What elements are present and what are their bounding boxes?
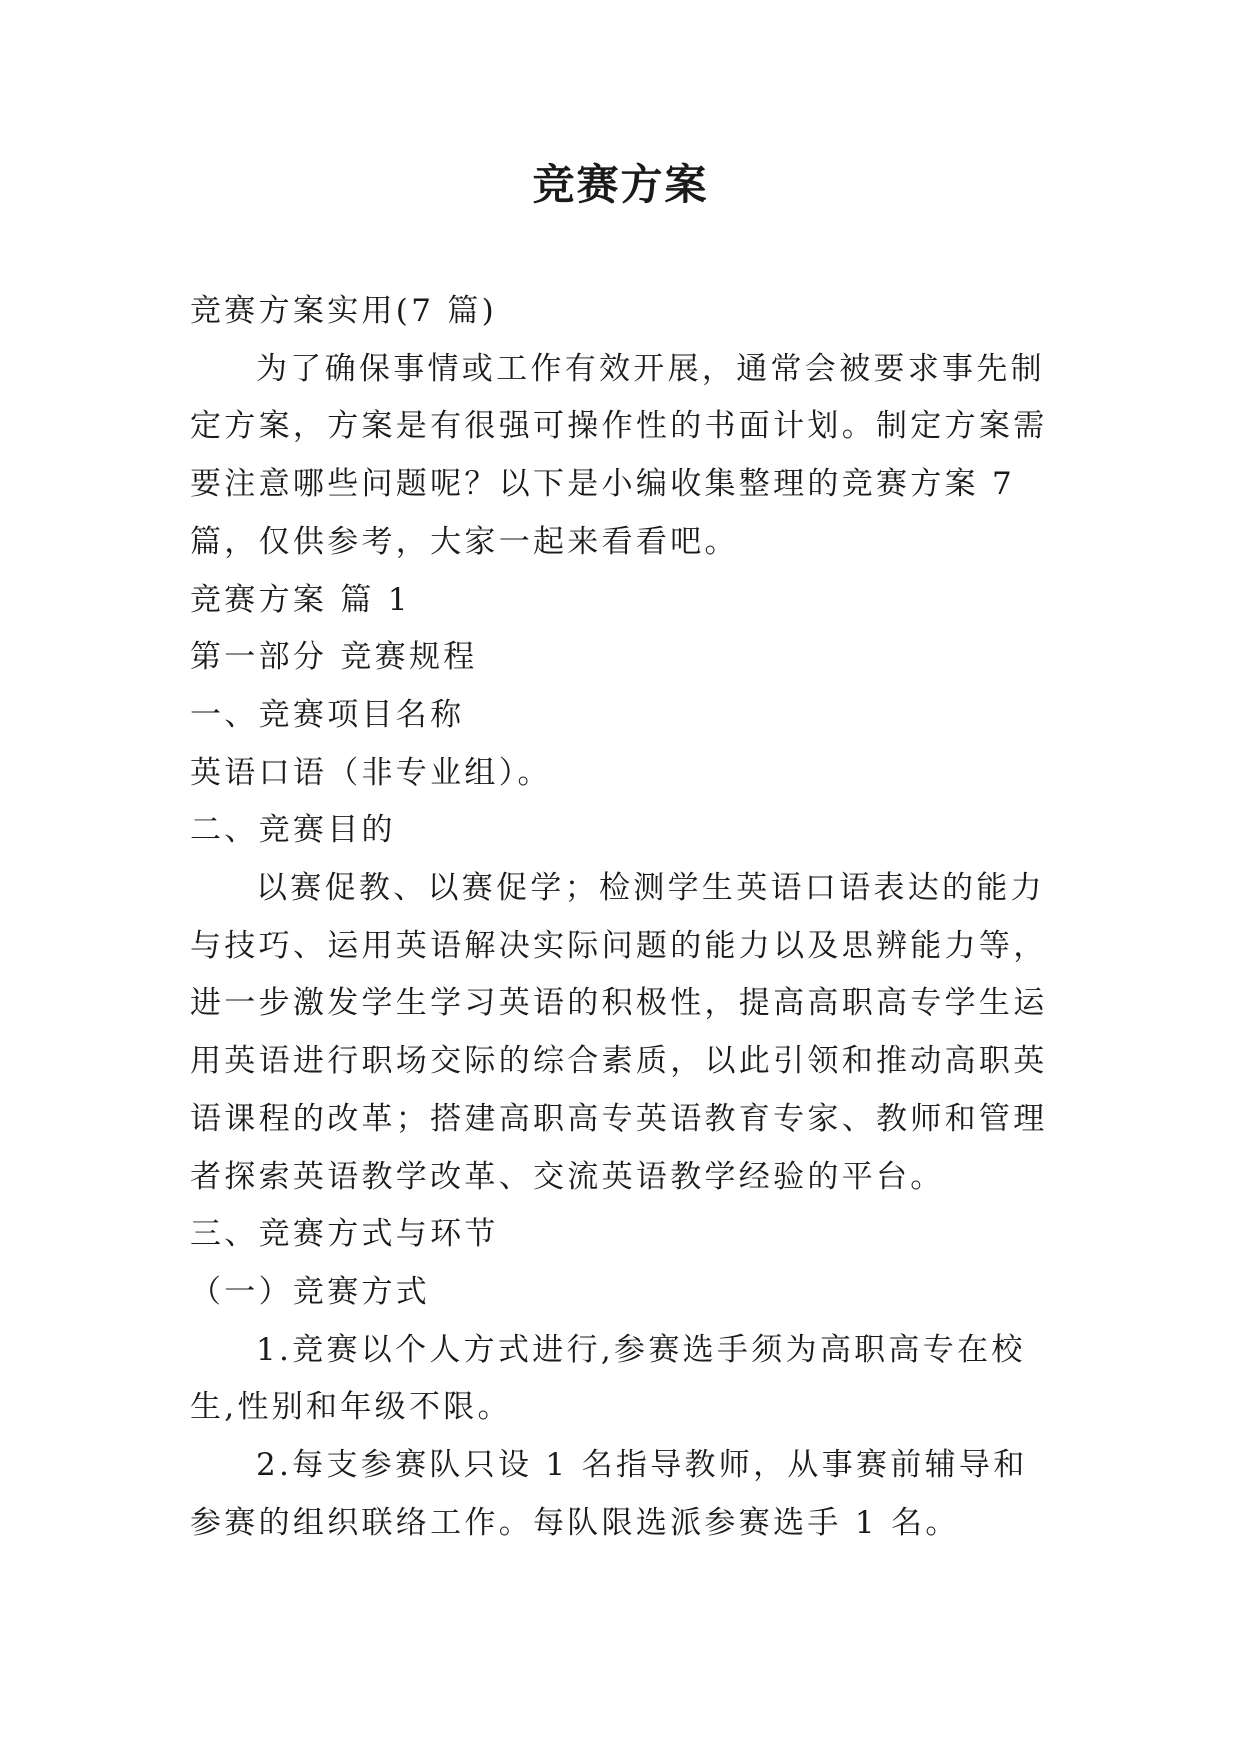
item2-paragraph: 以赛促教、以赛促学；检测学生英语口语表达的能力与技巧、运用英语解决实际问题的能力以及思辨能力等，进一步激发学生学习英语的积极性，提高高职高专学生运用英语进行职场交际的综合素质，以此引领和推动高职英语课程的改革；搭建高职高专英语教育专家、教师和管理者探索英语教学改革、交流英语教学经验的平台。: [190, 870, 1048, 1195]
section-heading: 竞赛方案 篇 1: [190, 581, 411, 618]
item1-heading: 一、竞赛项目名称: [190, 696, 465, 733]
part-heading: 第一部分 竞赛规程: [190, 639, 478, 676]
document-body: [190, 283, 1050, 1552]
document-title: 竞赛方案: [532, 160, 709, 209]
item2-heading: 二、竞赛目的: [190, 812, 396, 849]
item3-heading: 三、竞赛方式与环节: [190, 1216, 499, 1253]
intro-paragraph: 为了确保事情或工作有效开展，通常会被要求事先制定方案，方案是有很强可操作性的书面计划。制定方案需要注意哪些问题呢？以下是小编收集整理的竞赛方案 7 篇，仅供参考，大家一起来看看吧。: [190, 350, 1048, 560]
rule1-paragraph: 1.竞赛以个人方式进行,参赛选手须为高职高专在校生,性别和年级不限。: [190, 1331, 1026, 1426]
rule2-paragraph: 2.每支参赛队只设 1 名指导教师，从事赛前辅导和参赛的组织联络工作。每队限选派参赛选手 1 名。: [190, 1447, 1028, 1541]
item1-text: 英语口语（非专业组）。: [190, 754, 552, 791]
document-subtitle: 竞赛方案实用(7 篇): [190, 293, 498, 329]
item3-sub-heading: （一）竞赛方式: [190, 1273, 431, 1310]
